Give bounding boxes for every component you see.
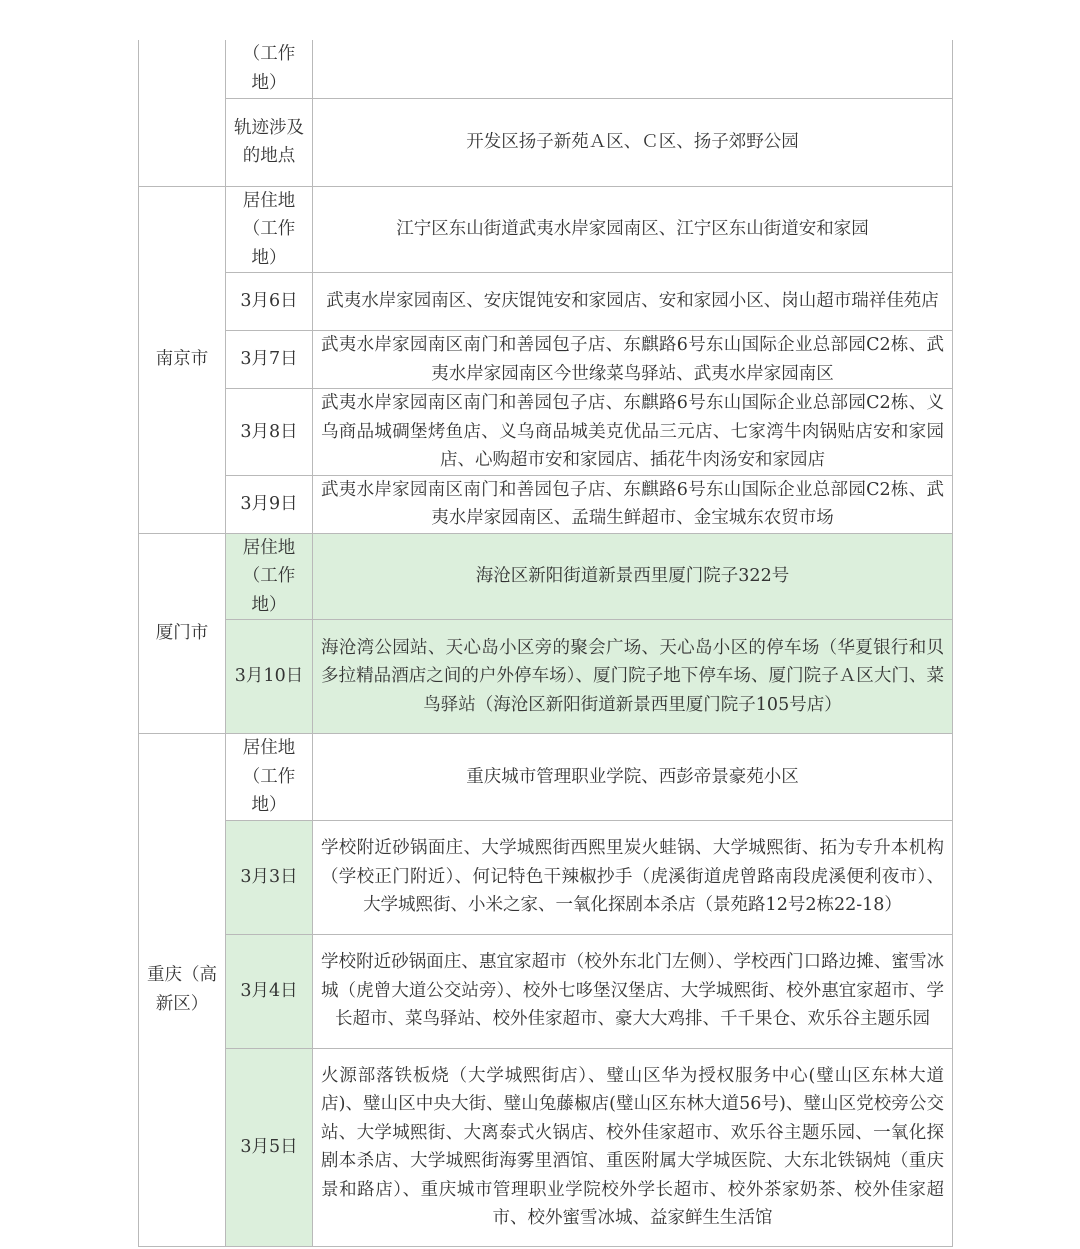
row-label: 3月10日	[226, 620, 313, 734]
row-content: 学校附近砂锅面庄、惠宜家超市（校外东北门左侧）、学校西门口路边摊、蜜雪冰城（虎曾大道公交站旁）、校外七哆堡汉堡店、大学城熙街、校外惠宜家超市、学长超市、菜鸟驿站、校外佳家超市、豪大大鸡排、千千果仓、欢乐谷主题乐园	[313, 934, 953, 1048]
row-label: 3月6日	[226, 273, 313, 331]
table-row	[139, 40, 953, 98]
table-row	[139, 273, 953, 331]
row-content: 武夷水岸家园南区南门和善园包子店、东麒路6号东山国际企业总部园C2栋、武夷水岸家园南区今世缘菜鸟驿站、武夷水岸家园南区	[313, 331, 953, 389]
row-content: 海沧湾公园站、天心岛小区旁的聚会广场、天心岛小区的停车场（华夏银行和贝多拉精品酒店之间的户外停车场）、厦门院子地下停车场、厦门院子Ａ区大门、菜鸟驿站（海沧区新阳街道新景西里厦门院子105号店）	[313, 620, 953, 734]
row-content: 武夷水岸家园南区南门和善园包子店、东麒路6号东山国际企业总部园C2栋、武夷水岸家园南区、孟瑞生鲜超市、金宝城东农贸市场	[313, 475, 953, 533]
row-content: 学校附近砂锅面庄、大学城熙街西熙里炭火蛙锅、大学城熙街、拓为专升本机构（学校正门附近）、何记特色干辣椒抄手（虎溪街道虎曾路南段虎溪便利夜市）、大学城熙街、小米之家、一氧化探剧本杀店（景苑路12号2栋22-18）	[313, 820, 953, 934]
row-content: 重庆城市管理职业学院、西彭帝景豪苑小区	[313, 734, 953, 821]
row-content: 武夷水岸家园南区、安庆馄饨安和家园店、安和家园小区、岗山超市瑞祥佳苑店	[313, 273, 953, 331]
table-row	[139, 98, 953, 186]
row-label: （工作地）	[226, 40, 313, 98]
row-label: 3月8日	[226, 389, 313, 476]
row-label: 居住地（工作地）	[226, 186, 313, 273]
table-row	[139, 1048, 953, 1246]
city-cell: 重庆（高新区）	[139, 734, 226, 1247]
row-content: 火源部落铁板烧（大学城熙街店）、璧山区华为授权服务中心(璧山区东林大道店)、璧山区中央大街、璧山兔藤椒店(璧山区东林大道56号)、璧山区党校旁公交站、大学城熙街、大离泰式火锅店、校外佳家超市、欢乐谷主题乐园、一氧化探剧本杀店、大学城熙街海雾里酒馆、重医附属大学城医院、大东北铁锅炖（重庆景和路店）、重庆城市管理职业学院校外学长超市、校外茶家奶茶、校外佳家超市、校外蜜雪冰城、益家鲜生生活馆	[313, 1048, 953, 1246]
table-row	[139, 331, 953, 389]
row-content	[313, 40, 953, 98]
table-row	[139, 620, 953, 734]
row-content: 开发区扬子新苑Ａ区、Ｃ区、扬子郊野公园	[313, 98, 953, 186]
row-label: 3月5日	[226, 1048, 313, 1246]
city-cell: 南京市	[139, 186, 226, 533]
city-cell: 厦门市	[139, 533, 226, 734]
table-row	[139, 734, 953, 821]
table-row	[139, 186, 953, 273]
table-row	[139, 533, 953, 620]
row-label: 3月9日	[226, 475, 313, 533]
row-label: 居住地（工作地）	[226, 533, 313, 620]
table-row	[139, 389, 953, 476]
table-row	[139, 820, 953, 934]
row-content: 海沧区新阳街道新景西里厦门院子322号	[313, 533, 953, 620]
row-label: 3月4日	[226, 934, 313, 1048]
row-label: 居住地（工作地）	[226, 734, 313, 821]
row-label: 3月7日	[226, 331, 313, 389]
city-cell	[139, 40, 226, 186]
row-label: 3月3日	[226, 820, 313, 934]
table-row	[139, 475, 953, 533]
table-row	[139, 934, 953, 1048]
row-content: 武夷水岸家园南区南门和善园包子店、东麒路6号东山国际企业总部园C2栋、义乌商品城碉堡烤鱼店、义乌商品城美克优品三元店、七家湾牛肉锅贴店安和家园店、心购超市安和家园店、插花牛肉汤安和家园店	[313, 389, 953, 476]
row-content: 江宁区东山街道武夷水岸家园南区、江宁区东山街道安和家园	[313, 186, 953, 273]
row-label: 轨迹涉及的地点	[226, 98, 313, 186]
itinerary-table	[138, 40, 953, 1247]
